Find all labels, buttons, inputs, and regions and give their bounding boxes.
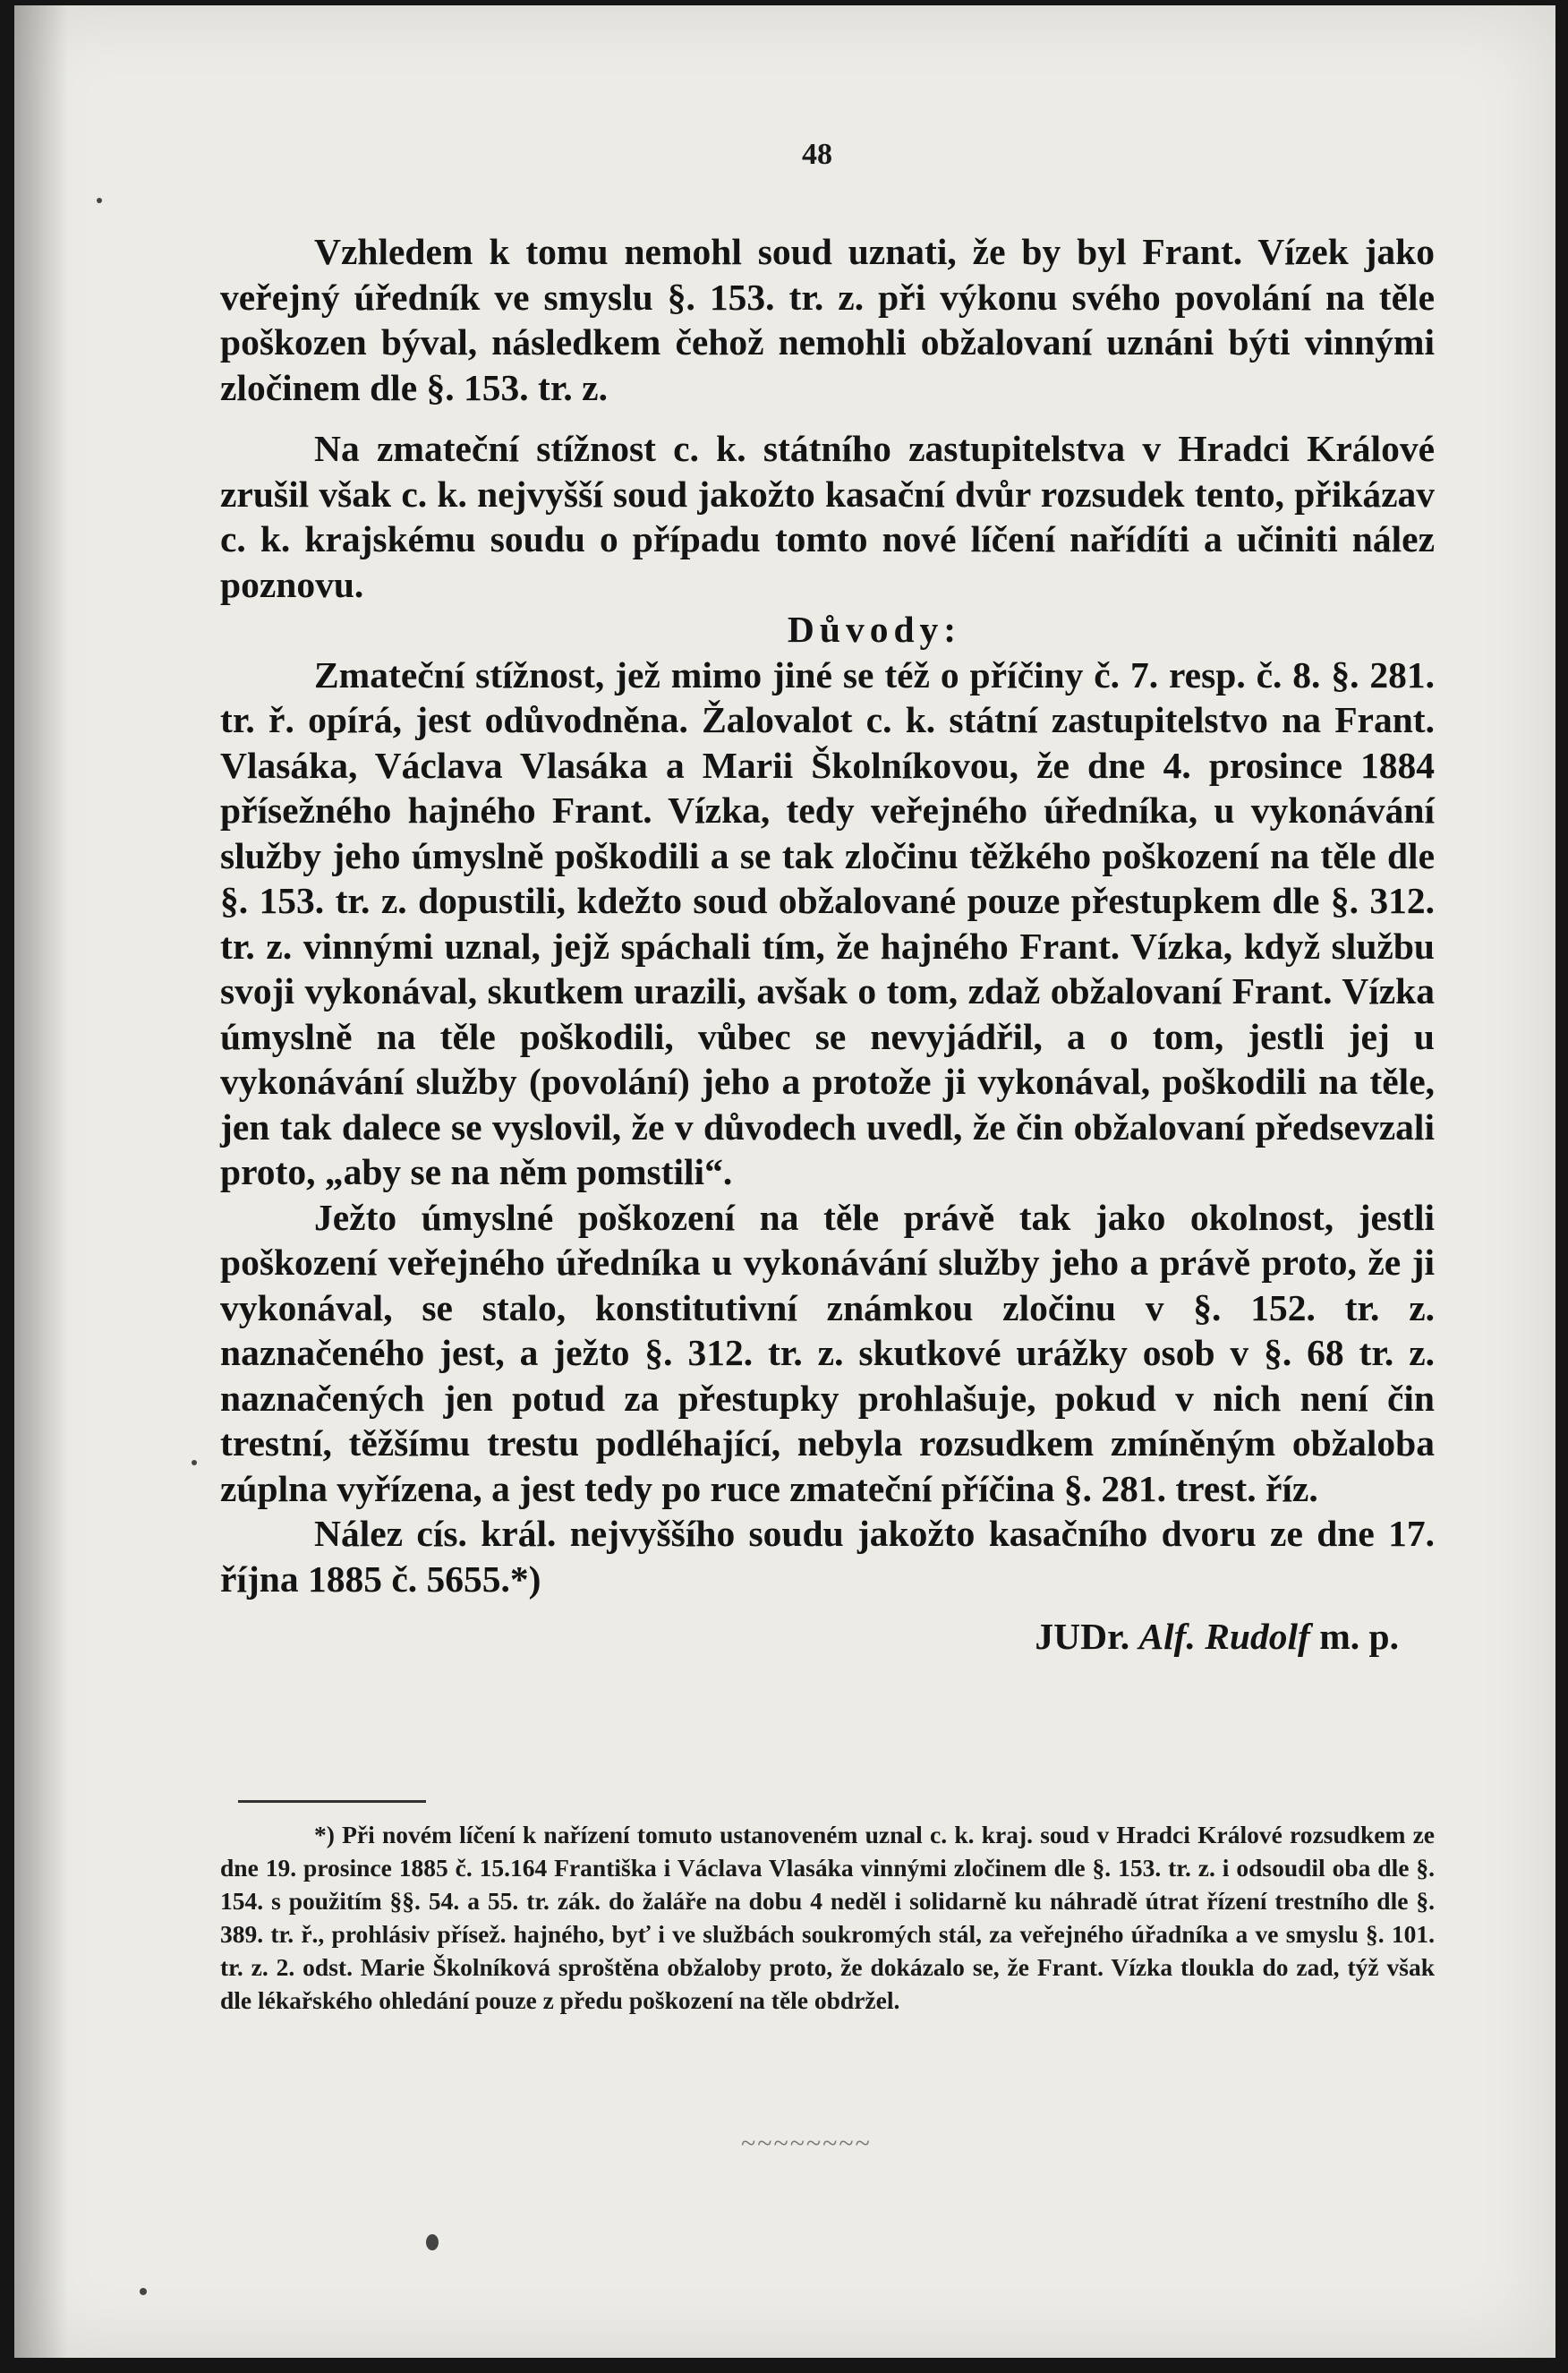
signature <box>220 1614 1399 1660</box>
paragraph: Ježto úmyslné poškození na těle právě tak jako okolnost, jestli poškození veřejného úředníka u vykonávání služby jeho a právě proto, že ji vykonával, se stalo, konstitutivní známkou zločinu v §. 152. tr. z. naznačeného jest, a ježto §. 312. tr. z. skutkové urážky osob v §. 68 tr. z. naznačených jen potud za přestupky prohlašuje, pokud v nich není čin trestní, těžšímu trestu podléhající, nebyla rozsudkem zmíněným obžaloba zúplna vyřízena, a jest tedy po ruce zmateční příčina §. 281. trest. říz. <box>220 1196 1435 1509</box>
ornament: ~~~~~~~~ <box>741 2129 872 2158</box>
paragraph: Vzhledem k tomu nemohl soud uznati, že by byl Frant. Vízek jako veřejný úředník ve smyslu §. 153. tr. z. při výkonu svého povolání na těle poškozen býval, následkem čehož nemohli obžalovaní uznáni býti vinnými zločinem dle §. 153. tr. z. <box>220 231 1435 408</box>
main-text <box>220 229 1435 1660</box>
footnote <box>220 1818 1435 2017</box>
speck <box>426 2234 439 2250</box>
document-page <box>14 5 1555 2358</box>
paragraph: Nález cís. král. nejvyššího soudu jakožto kasačního dvoru ze dne 17. října 1885 č. 5655.*) <box>220 1513 1435 1600</box>
signature-title: JUDr. <box>1035 1616 1130 1657</box>
signature-suffix: m. p. <box>1319 1616 1399 1657</box>
page-number: 48 <box>802 138 832 171</box>
page-edge-shadow <box>14 5 68 2358</box>
footnote-divider <box>238 1800 426 1803</box>
footnote-text: *) Při novém líčení k nařízení tomuto ustanoveném uznal c. k. kraj. soud v Hradci Králové rozsudkem ze dne 19. prosince 1885 č. 15.164 Františka i Václava Vlasáka vinnými zločinem dle §. 153. tr. z. i odsoudil oba dle §. 154. s použitím §§. 54. a 55. tr. zák. do žaláře na dobu 4 neděl i solidarně ku náhradě útrat řízení trestního dle §. 389. tr. ř., prohlásiv přísež. hajného, byť i ve službách soukromých stál, za veřejného úřadníka a ve smyslu §. 101. tr. z. 2. odst. Marie Školníková sproštěna obžaloby proto, že dokázalo se, že Frant. Vízka tloukla do zad, týž však dle lékařského ohledání pouze z předu poškození na těle obdržel. <box>220 1821 1435 2014</box>
signature-name: Alf. Rudolf <box>1138 1616 1310 1657</box>
speck <box>192 1460 197 1465</box>
paragraph: Na zmateční stížnost c. k. státního zastupitelstva v Hradci Králové zrušil však c. k. nejvyšší soud jakožto kasační dvůr rozsudek tento, přikázav c. k. krajskému soudu o případu tomto nové líčení nařídíti a učiniti nález poznovu. <box>220 428 1435 605</box>
section-heading: Důvody: <box>787 609 962 650</box>
speck <box>140 2288 147 2295</box>
paragraph: Zmateční stížnost, jež mimo jiné se též o příčiny č. 7. resp. č. 8. §. 281. tr. ř. opírá, jest odůvodněna. Žalovalot c. k. státní zastupitelstvo na Frant. Vlasáka, Václava Vlasáka a Marii Školníkovou, že dne 4. prosince 1884 přísežného hajného Frant. Vízka, tedy veřejného úředníka, u vykonávání služby jeho úmyslně poškodili a se tak zločinu těžkého poškození na těle dle §. 153. tr. z. dopustili, kdežto soud obžalované pouze přestupkem dle §. 312. tr. z. vinnými uznal, jejž spáchali tím, že hajného Frant. Vízka, když službu svoji vykonával, skutkem urazili, avšak o tom, zdaž obžalovaní Frant. Vízka úmyslně na těle poškodili, vůbec se nevyjádřil, a o tom, jestli jej u vykonávání služby (povolání) jeho a protože ji vykonával, poškodili na těle, jen tak dalece se vyslovil, že v důvodech uvedl, že čin obžalovaní předsevzali proto, „aby se na něm pomstili“. <box>220 653 1435 1192</box>
speck <box>97 198 102 203</box>
